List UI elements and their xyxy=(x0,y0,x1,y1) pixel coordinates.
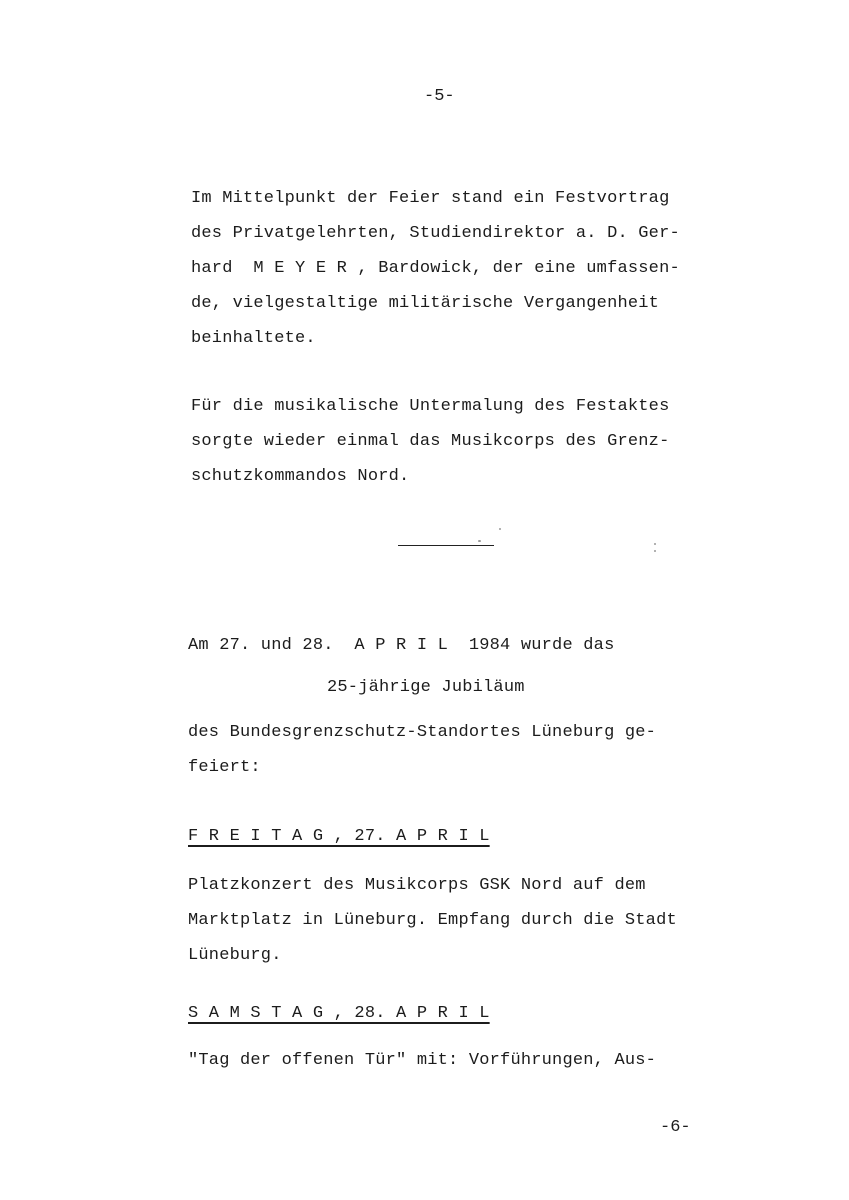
page-number: -5- xyxy=(424,87,455,106)
paragraph-3-line-4: feiert: xyxy=(188,758,261,777)
friday-heading: F R E I T A G , 27. A P R I L xyxy=(188,827,490,846)
saturday-line-1: "Tag der offenen Tür" mit: Vorführungen, Aus- xyxy=(188,1051,657,1070)
scan-speck xyxy=(654,550,656,552)
paragraph-1-line-3: hard M E Y E R , Bardowick, der eine umfassen- xyxy=(191,259,680,278)
scan-speck xyxy=(499,528,501,530)
paragraph-3-line-3: des Bundesgrenzschutz-Standortes Lüneburg ge- xyxy=(188,723,657,742)
paragraph-1-line-2: des Privatgelehrten, Studiendirektor a. D. Ger- xyxy=(191,224,680,243)
jubilee-title: 25-jährige Jubiläum xyxy=(327,678,525,697)
friday-line-1: Platzkonzert des Musikcorps GSK Nord auf dem xyxy=(188,876,646,895)
paragraph-2-line-3: schutzkommandos Nord. xyxy=(191,467,410,486)
paragraph-2-line-2: sorgte wieder einmal das Musikcorps des Grenz- xyxy=(191,432,670,451)
saturday-heading: S A M S T A G , 28. A P R I L xyxy=(188,1004,490,1023)
section-divider xyxy=(398,545,494,546)
paragraph-1-line-1: Im Mittelpunkt der Feier stand ein Festvortrag xyxy=(191,189,670,208)
paragraph-3-line-1: Am 27. und 28. A P R I L 1984 wurde das xyxy=(188,636,615,655)
friday-line-2: Marktplatz in Lüneburg. Empfang durch die Stadt xyxy=(188,911,677,930)
friday-line-3: Lüneburg. xyxy=(188,946,282,965)
paragraph-1-line-5: beinhaltete. xyxy=(191,329,316,348)
next-page-number: -6- xyxy=(660,1118,691,1137)
scan-speck xyxy=(478,540,481,542)
paragraph-1-line-4: de, vielgestaltige militärische Vergangenheit xyxy=(191,294,660,313)
scan-speck xyxy=(654,543,656,545)
paragraph-2-line-1: Für die musikalische Untermalung des Festaktes xyxy=(191,397,670,416)
